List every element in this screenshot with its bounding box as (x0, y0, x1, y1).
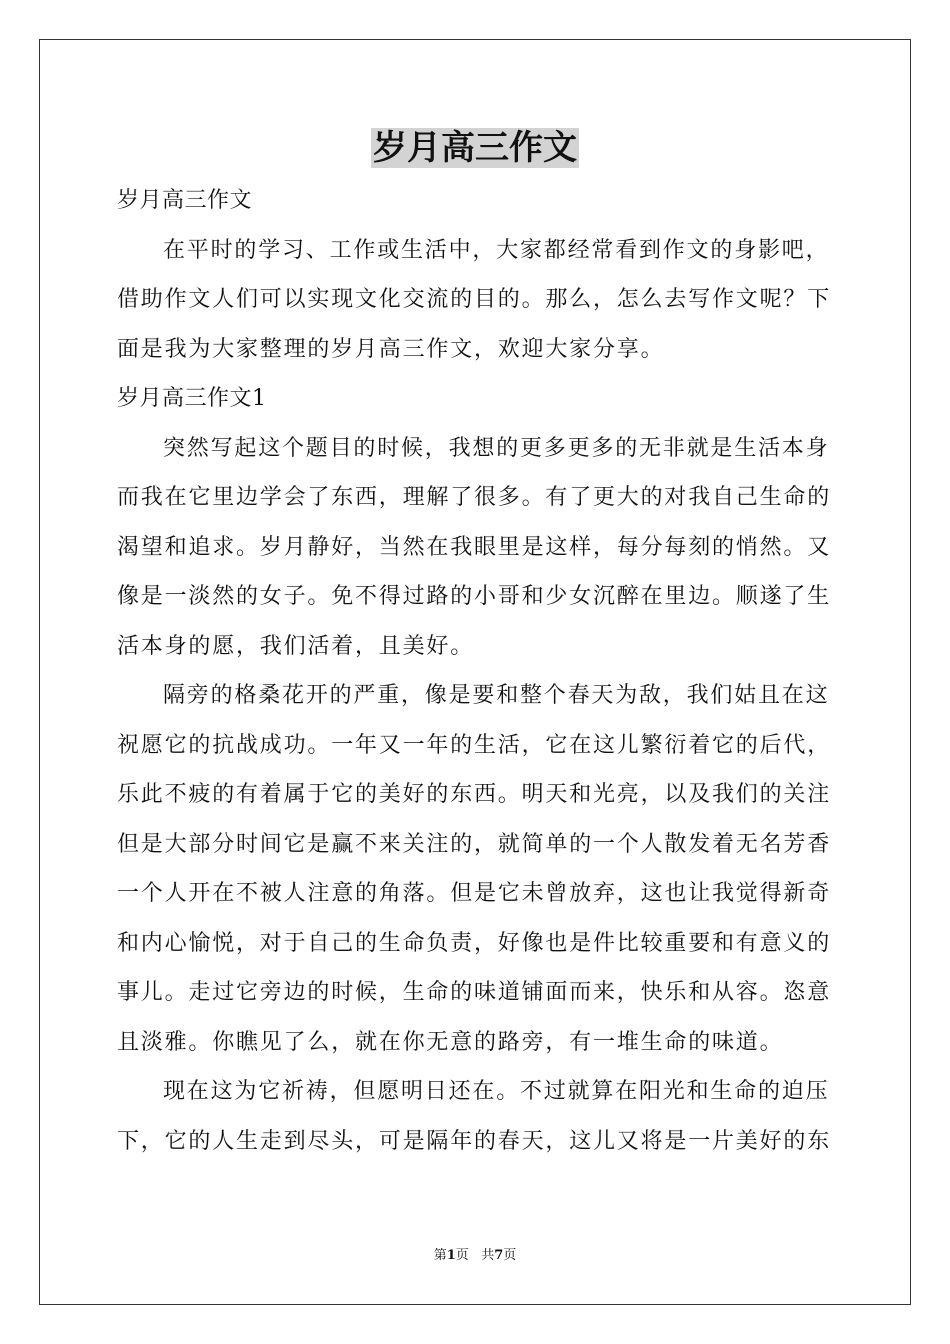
text-line: 面是我为大家整理的岁月高三作文，欢迎大家分享。 (117, 336, 665, 362)
page-prefix: 第 (433, 1248, 447, 1263)
text-line: 渴望和追求。岁月静好，当然在我眼里是这样，每分每刻的悄然。又 (117, 534, 832, 560)
text-line: 在平时的学习、工作或生活中，大家都经常看到作文的身影吧， (163, 237, 830, 263)
text-line: 而我在它里边学会了东西，理解了很多。有了更大的对我自己生命的 (117, 485, 832, 510)
text-line: 突然写起这个题目的时候，我想的更多更多的无非就是生活本身 (163, 435, 830, 461)
text-line: 但是大部分时间它是赢不来关注的，就简单的一个人散发着无名芳香 (117, 831, 832, 857)
text-line: 和内心愉悦，对于自己的生命负责，好像也是件比较重要和有意义的 (117, 930, 832, 956)
text-line: 一个人开在不被人注意的角落。但是它未曾放弃，这也让我觉得新奇 (117, 881, 832, 906)
page-number: 1 (446, 1248, 456, 1263)
total-suffix: 页 (503, 1248, 517, 1263)
text-line: 岁月高三作文1 (117, 386, 267, 411)
text-line: 岁月高三作文 (117, 188, 253, 213)
text-line: 且淡雅。你瞧见了么，就在你无意的路旁，有一堆生命的味道。 (117, 1029, 784, 1055)
document-title-text: 岁月高三作文 (373, 128, 577, 168)
text-line: 现在这为它祈祷，但愿明日还在。不过就算在阳光和生命的迫压 (163, 1079, 830, 1104)
document-title (0, 124, 950, 172)
document-body (117, 176, 833, 1166)
text-line: 事儿。走过它旁边的时候，生命的味道铺面而来，快乐和从容。恣意 (117, 980, 832, 1005)
page-footer (0, 1247, 950, 1265)
total-pages: 7 (494, 1248, 504, 1263)
text-line: 祝愿它的抗战成功。一年又一年的生活，它在这儿繁衍着它的后代， (117, 732, 832, 758)
page-suffix: 页 (455, 1248, 469, 1263)
text-line: 隔旁的格桑花开的严重，像是要和整个春天为敌，我们姑且在这 (163, 683, 830, 708)
text-line: 乐此不疲的有着属于它的美好的东西。明天和光亮，以及我们的关注 (117, 782, 832, 807)
text-line: 下，它的人生走到尽头，可是隔年的春天，这儿又将是一片美好的东 (117, 1128, 832, 1154)
total-prefix: 共 (481, 1248, 495, 1263)
text-line: 像是一淡然的女子。免不得过路的小哥和少女沉醉在里边。顺遂了生 (117, 584, 832, 609)
text-line: 借助作文人们可以实现文化交流的目的。那么，怎么去写作文呢？下 (117, 287, 832, 312)
text-line: 活本身的愿，我们活着，且美好。 (117, 633, 475, 659)
